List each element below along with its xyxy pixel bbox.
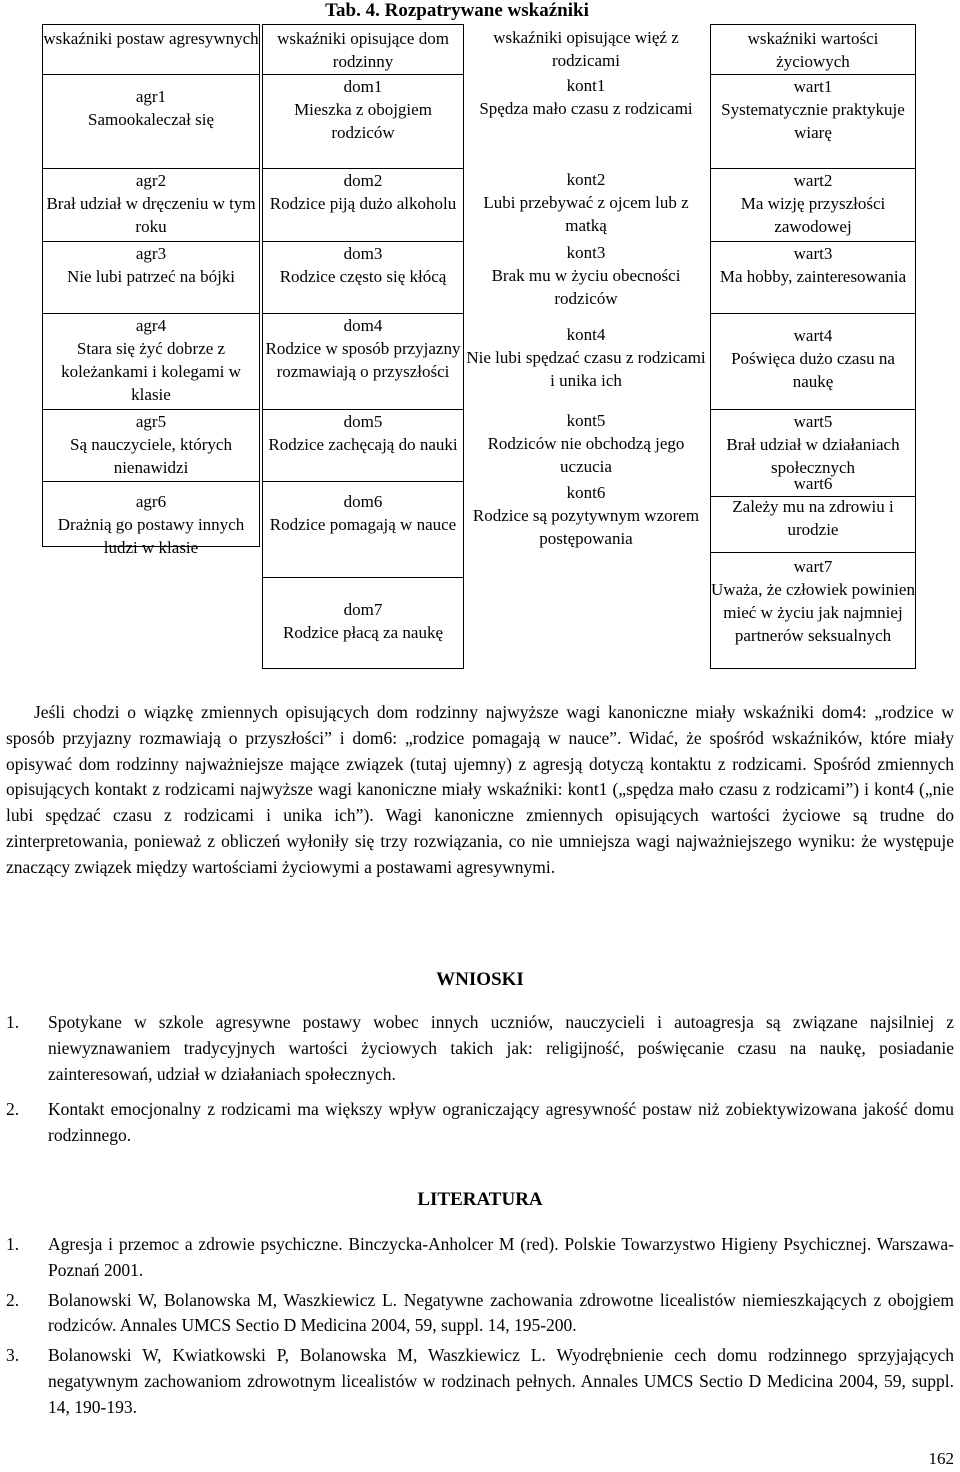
indicator-text: Mieszka z obojgiem rodziców — [294, 100, 432, 142]
indicator-text: Poświęca dużo czasu na naukę — [731, 349, 895, 391]
table-cell — [711, 169, 915, 242]
indicator-code: agr5 — [135, 412, 167, 431]
table-cell — [466, 481, 706, 577]
column-header: wskaźniki opisujące dom rodzinny — [263, 25, 463, 75]
indicator-text: Brał udział w działaniach społecznych — [726, 435, 900, 477]
list-item-text: Kontakt emocjonalny z rodzicami ma większy wpływ ograniczający agresywność postaw niż zobiektywizowana jakość domu rodzinnego. — [48, 1099, 954, 1146]
column-header: wskaźniki wartości życiowych — [711, 25, 915, 75]
list-item-number: 2. — [6, 1099, 20, 1120]
list-item — [6, 1343, 954, 1420]
list-item — [6, 1232, 954, 1284]
table-cell — [466, 241, 706, 313]
indicator-code: agr6 — [135, 492, 167, 511]
indicator-code: wart7 — [793, 557, 833, 576]
indicator-text: Rodzice zachęcają do nauki — [268, 435, 458, 454]
table-cell — [466, 313, 706, 409]
indicator-text: Rodzice pomagają w nauce — [269, 515, 457, 534]
indicator-code: agr4 — [135, 316, 167, 335]
indicator-code: kont6 — [566, 483, 606, 502]
indicator-text: Rodziców nie obchodzą jego uczucia — [487, 434, 685, 476]
indicator-text: Stara się żyć dobrze z koleżankami i kolegami w klasie — [61, 339, 241, 404]
indicator-text: Ma wizję przyszłości zawodowej — [740, 194, 886, 236]
indicator-text: Drażnią go postawy innych ludzi w klasie — [57, 515, 245, 557]
table-cell — [466, 168, 706, 241]
column-header: wskaźniki opisujące więź z rodzicami — [493, 28, 679, 70]
list-item-text: Spotykane w szkole agresywne postawy wobec innych uczniów, nauczycieli i autoagresja są związane najsilniej z niewyznawaniem tradycyjnych wartości życiowych takich jak: religijność, poświęcanie czasu na naukę, posiadanie zainteresowań, udział w działaniach społecznych. — [48, 1012, 954, 1084]
discussion-paragraph: Jeśli chodzi o wiązkę zmiennych opisujących dom rodzinny najwyższe wagi kanoniczne miały wskaźniki dom4: „rodzice w sposób przyjazny rozmawiają o przyszłości” i dom6: „rodzice pomagają w nauce”. Widać, że spośród wskaźników, które miały opisywać dom rodzinny najważniejsze mające związek (tutaj ujemny) z agresją dotyczą kontaktu z rodzicami. Spośród zmiennych opisujących kontakt z rodzicami najwyższe wagi kanoniczne miały wskaźniki: kont1 („spędza mało czasu z rodzicami”) i kont4 („nie lubi spędzać czasu z rodzicami i unika ich”). Wagi kanoniczne zmiennych opisujących wartości życiowe są trudne do zinterpretowania, ponieważ z obliczeń wyłoniły się trzy rozwiązania, co nie umniejsza wagi najważniejszego wyniku: że występuje znaczący związek między wartościami życiowymi a postawami agresywnymi. — [6, 702, 954, 877]
indicator-text: Samookaleczał się — [87, 110, 215, 129]
column-header: wskaźniki postaw agresywnych — [43, 25, 259, 75]
list-item-text: Agresja i przemoc a zdrowie psychiczne. Binczycka-Anholcer M (red). Polskie Towarzystwo Higieny Psychicznej. Warszawa-Poznań 2001. — [48, 1234, 954, 1280]
indicator-text: Zależy mu na zdrowiu i urodzie — [732, 497, 894, 539]
table-column-values — [710, 24, 916, 669]
table-cell — [263, 410, 463, 482]
indicator-text: Systematycznie praktykuje wiarę — [721, 100, 905, 142]
indicator-code: agr2 — [135, 171, 167, 190]
table-cell — [711, 242, 915, 314]
indicator-code: dom2 — [343, 171, 383, 190]
indicator-text: Rodzice płacą za naukę — [283, 623, 443, 642]
indicator-text: Brak mu w życiu obecności rodziców — [491, 266, 681, 308]
list-item-number: 1. — [6, 1012, 20, 1032]
table-cell — [263, 578, 463, 668]
table-cell — [263, 169, 463, 242]
table-cell — [43, 242, 259, 314]
table-cell — [263, 482, 463, 578]
list-item — [6, 1288, 954, 1340]
table-cell — [263, 242, 463, 314]
table-cell — [711, 552, 915, 668]
list-item-text: Bolanowski W, Kwiatkowski P, Bolanowska M, Waszkiewicz L. Wyodrębnienie cech domu rodzinnego sprzyjających negatywnym zachowaniom zdrowotnym licealistów w rodzinach pełnych. Annales UMCS Sectio D Medicina 2004, 59, suppl. 14, 190-193. — [48, 1345, 954, 1417]
table-cell — [263, 75, 463, 169]
indicator-text: Ma hobby, zainteresowania — [719, 267, 907, 286]
table-column-contact — [466, 24, 706, 552]
indicator-text: Nie lubi patrzeć na bójki — [66, 267, 236, 286]
table-cell — [43, 314, 259, 410]
table-cell — [43, 410, 259, 482]
list-item — [6, 1010, 954, 1087]
indicator-text: Rodzice w sposób przyjazny rozmawiają o przyszłości — [265, 339, 461, 381]
indicator-text: Brał udział w dręczeniu w tym roku — [46, 194, 256, 236]
indicator-code: wart5 — [793, 412, 833, 431]
indicator-code: kont5 — [566, 411, 606, 430]
indicator-text: Rodzice są pozytywnym wzorem postępowania — [472, 506, 700, 548]
indicator-code: kont1 — [566, 76, 606, 95]
indicator-code: dom4 — [343, 316, 383, 335]
indicator-code: wart2 — [793, 171, 833, 190]
table-cell — [466, 74, 706, 168]
table-cell — [263, 314, 463, 410]
indicator-code: wart3 — [793, 244, 833, 263]
indicator-text: Lubi przebywać z ojcem lub z matką — [483, 193, 689, 235]
list-item-number: 1. — [6, 1234, 20, 1254]
table-cell — [711, 472, 915, 552]
indicator-text: Rodzice często się kłócą — [279, 267, 447, 286]
indicator-code: kont3 — [566, 243, 606, 262]
indicator-text: Nie lubi spędzać czasu z rodzicami i unika ich — [466, 348, 706, 390]
indicator-code: dom1 — [343, 77, 383, 96]
indicator-code: dom7 — [343, 600, 383, 619]
indicator-code: dom6 — [343, 492, 383, 511]
table-cell — [43, 482, 259, 557]
table-column-home — [262, 24, 464, 669]
indicator-code: dom5 — [343, 412, 383, 431]
list-item-text: Bolanowski W, Bolanowska M, Waszkiewicz L. Negatywne zachowania zdrowotne licealistów niemieszkających z obojgiem rodziców. Annales UMCS Sectio D Medicina 2004, 59, suppl. 14, 195-200. — [48, 1289, 954, 1336]
indicator-code: kont4 — [566, 325, 606, 344]
table-cell — [43, 75, 259, 169]
table-cell — [466, 409, 706, 481]
list-item-number: 2. — [6, 1289, 20, 1310]
list-item — [6, 1097, 954, 1149]
references-list — [6, 1232, 954, 1421]
list-item-number: 3. — [6, 1345, 20, 1366]
references-heading: LITERATURA — [417, 1189, 543, 1210]
table-cell — [43, 169, 259, 242]
indicator-code: wart1 — [793, 77, 833, 96]
table-title: Tab. 4. Rozpatrywane wskaźniki — [325, 0, 589, 21]
indicator-code: agr1 — [135, 87, 167, 106]
indicator-code: kont2 — [566, 170, 606, 189]
indicator-code: wart6 — [793, 474, 833, 493]
indicator-text: Uważa, że człowiek powinien mieć w życiu jak najmniej partnerów seksualnych — [711, 580, 915, 645]
indicator-code: dom3 — [343, 244, 383, 263]
indicator-code: agr3 — [135, 244, 167, 263]
indicator-code: wart4 — [793, 326, 833, 345]
table-cell — [711, 314, 915, 410]
conclusions-heading: WNIOSKI — [436, 969, 524, 990]
indicator-text: Są nauczyciele, których nienawidzi — [70, 435, 232, 477]
indicator-text: Rodzice piją dużo alkoholu — [269, 194, 457, 213]
table-column-aggression — [42, 24, 260, 557]
page-number: 162 — [928, 1449, 954, 1468]
conclusions-list — [6, 1010, 954, 1149]
table-cell — [711, 75, 915, 169]
indicator-text: Spędza mało czasu z rodzicami — [479, 99, 693, 118]
